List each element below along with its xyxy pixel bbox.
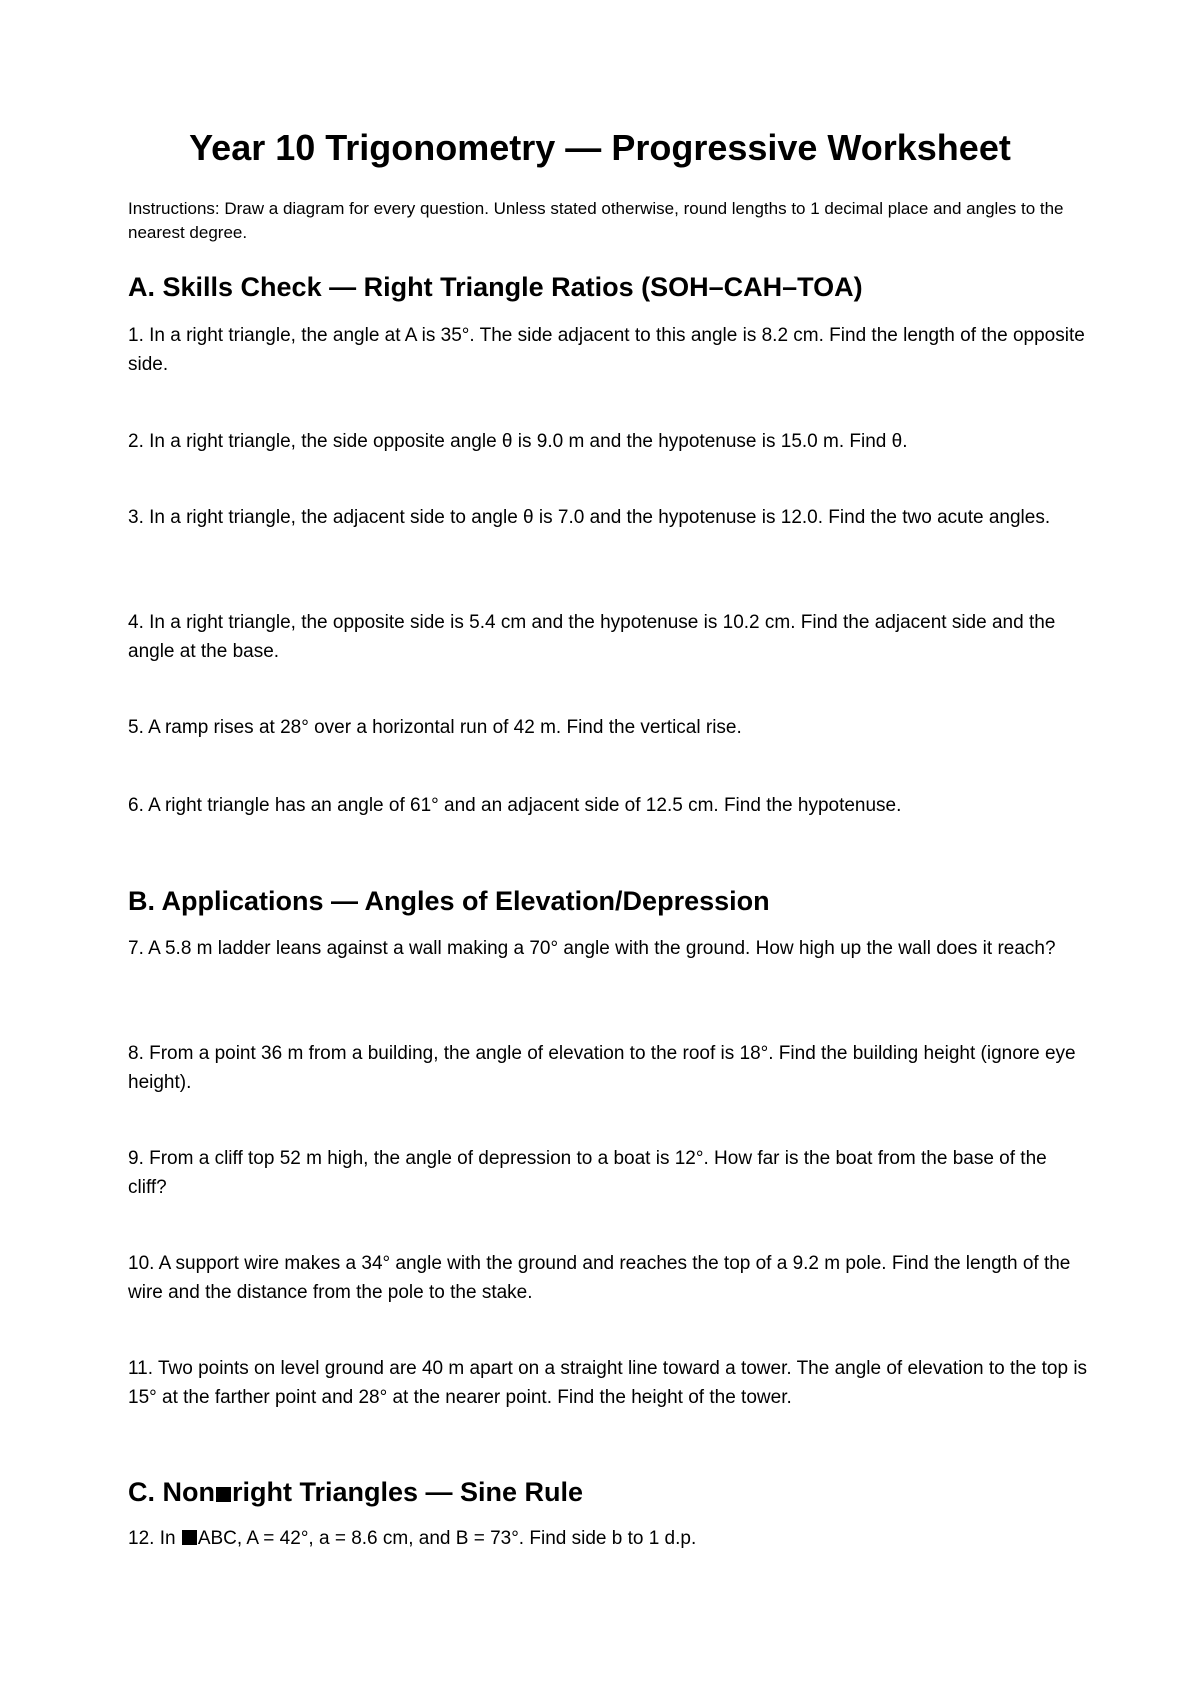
instructions: Instructions: Draw a diagram for every question. Unless stated otherwise, round lengths to 1 decimal place and angles to the nearest degree. [128, 199, 1064, 242]
question-12-part1: 12. In [128, 1528, 181, 1549]
section-heading-c-part2: right Triangles — Sine Rule [232, 1477, 584, 1507]
question-4: 4. In a right triangle, the opposite side is 5.4 cm and the hypotenuse is 10.2 cm. Find the adjacent side and the angle at the base. [128, 612, 1056, 662]
missing-glyph-box [182, 1530, 197, 1545]
question-10: 10. A support wire makes a 34° angle with the ground and reaches the top of a 9.2 m pole. Find the length of the wire and the distance from the pole to the stake. [128, 1253, 1071, 1303]
question-6: 6. A right triangle has an angle of 61° and an adjacent side of 12.5 cm. Find the hypotenuse. [128, 795, 902, 816]
question-2: 2. In a right triangle, the side opposite angle θ is 9.0 m and the hypotenuse is 15.0 m. Find θ. [128, 431, 908, 452]
missing-glyph-box [216, 1487, 231, 1502]
section-heading-c [128, 1476, 1088, 1508]
question-8: 8. From a point 36 m from a building, the angle of elevation to the roof is 18°. Find the building height (ignore eye height). [128, 1043, 1076, 1093]
question-11: 11. Two points on level ground are 40 m apart on a straight line toward a tower. The angle of elevation to the top is 15° at the farther point and 28° at the nearer point. Find the height of the tower. [128, 1358, 1088, 1408]
question-1: 1. In a right triangle, the angle at A is 35°. The side adjacent to this angle is 8.2 cm. Find the length of the opposite side. [128, 325, 1085, 375]
question-12-part2: ABC, A = 42°, a = 8.6 cm, and B = 73°. Find side b to 1 d.p. [197, 1528, 697, 1549]
question-12 [128, 1524, 1088, 1553]
question-9: 9. From a cliff top 52 m high, the angle of depression to a boat is 12°. How far is the boat from the base of the cliff? [128, 1148, 1047, 1198]
section-heading-c-part1: C. Non [128, 1477, 215, 1507]
question-3: 3. In a right triangle, the adjacent side to angle θ is 7.0 and the hypotenuse is 12.0. Find the two acute angles. [128, 507, 1051, 528]
section-heading-b: B. Applications — Angles of Elevation/Depression [128, 886, 770, 916]
question-7: 7. A 5.8 m ladder leans against a wall making a 70° angle with the ground. How high up the wall does it reach? [128, 938, 1056, 959]
question-5: 5. A ramp rises at 28° over a horizontal run of 42 m. Find the vertical rise. [128, 717, 742, 738]
page-title: Year 10 Trigonometry — Progressive Worksheet [189, 127, 1011, 168]
section-heading-a: A. Skills Check — Right Triangle Ratios (SOH–CAH–TOA) [128, 272, 863, 302]
